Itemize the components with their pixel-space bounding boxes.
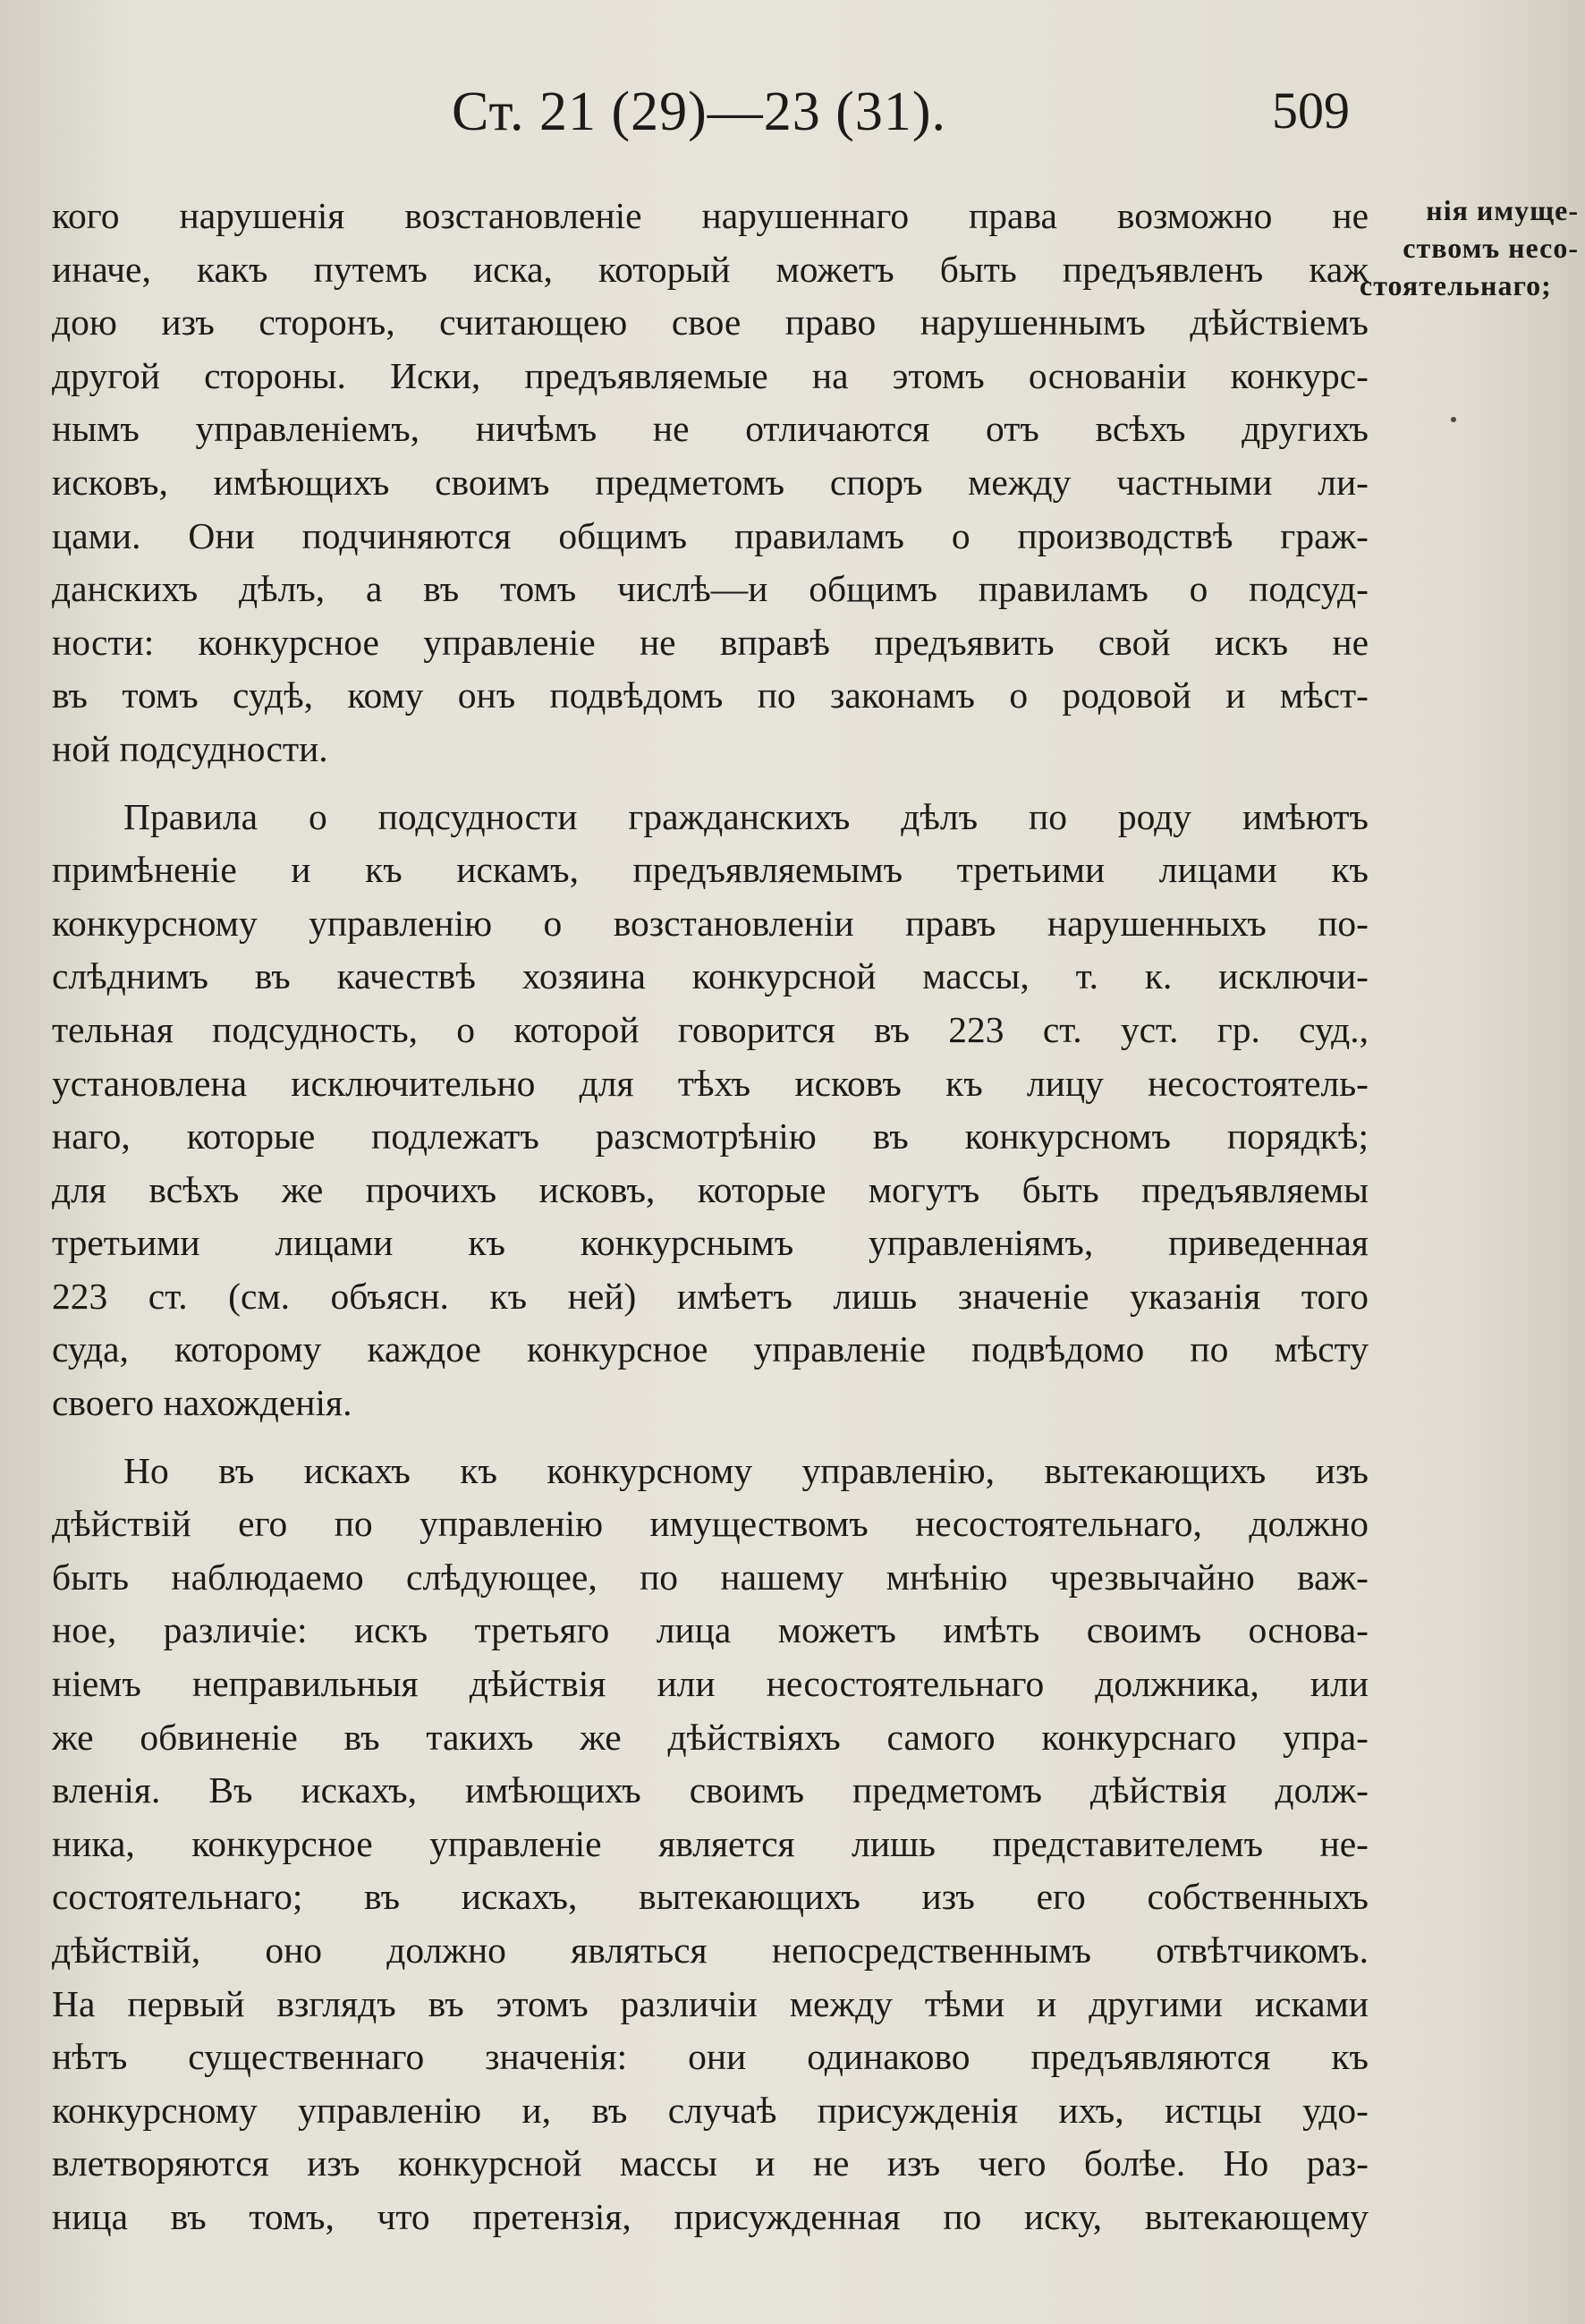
text-line: своего нахожденія. xyxy=(52,1382,352,1424)
text-line: исковъ, имѣющихъ своимъ предметомъ споръ между частными ли- xyxy=(52,461,1369,503)
text-line: нѣтъ существеннаго значенія: они одинаково предъявляются къ xyxy=(52,2036,1369,2078)
text-line: дѣйствій его по управленію имуществомъ несостоятельнаго, должно xyxy=(52,1503,1369,1545)
text-line: нымъ управленіемъ, ничѣмъ не отличаются отъ всѣхъ другихъ xyxy=(52,408,1369,450)
text-line: состоятельнаго; въ искахъ, вытекающихъ изъ его собственныхъ xyxy=(52,1876,1369,1918)
text-line: Но въ искахъ къ конкурсному управленію, вытекающихъ изъ xyxy=(123,1449,1369,1491)
text-line: Правила о подсудности гражданскихъ дѣлъ по роду имѣютъ xyxy=(123,795,1369,837)
text-line: На первый взглядъ въ этомъ различіи между тѣми и другими исками xyxy=(52,1982,1369,2024)
text-line: иначе, какъ путемъ иска, который можетъ быть предъявленъ каж xyxy=(52,248,1369,290)
text-line: установлена исключительно для тѣхъ исковъ къ лицу несостоятель- xyxy=(52,1062,1369,1104)
margin-note-line: нія имуще- xyxy=(1426,194,1579,226)
text-line: другой стороны. Иски, предъявляемые на этомъ основаніи конкурс- xyxy=(52,354,1369,396)
body-text xyxy=(52,190,1369,2244)
paragraph xyxy=(52,190,1369,776)
margin-note xyxy=(1360,191,1579,304)
text-line: влетворяются изъ конкурсной массы и не изъ чего болѣе. Но раз- xyxy=(52,2142,1369,2184)
margin-note-line: ствомъ несо- xyxy=(1403,232,1579,264)
text-line: суда, которому каждое конкурсное управленіе подвѣдомо по мѣсту xyxy=(52,1328,1369,1370)
text-line: ности: конкурсное управленіе не вправѣ предъявить свой искъ не xyxy=(52,621,1369,663)
text-line: примѣненіе и къ искамъ, предъявляемымъ третьими лицами къ xyxy=(52,849,1369,891)
paragraph xyxy=(52,1445,1369,2244)
text-line: вленія. Въ искахъ, имѣющихъ своимъ предметомъ дѣйствія долж- xyxy=(52,1769,1369,1811)
text-line: ное, различіе: искъ третьяго лица можетъ имѣть своимъ основа- xyxy=(52,1609,1369,1651)
text-line: конкурсному управленію о возстановленіи правъ нарушенныхъ по- xyxy=(52,902,1369,944)
text-line: тельная подсудность, о которой говорится въ 223 ст. уст. гр. суд., xyxy=(52,1008,1369,1050)
text-line: дою изъ сторонъ, считающею свое право нарушеннымъ дѣйствіемъ xyxy=(52,301,1369,344)
page-number: 509 xyxy=(1272,81,1350,140)
text-line: дѣйствій, оно должно являться непосредственнымъ отвѣтчикомъ. xyxy=(52,1930,1369,1971)
text-line: ной подсудности. xyxy=(52,727,328,769)
text-line: цами. Они подчиняются общимъ правиламъ о производствѣ граж- xyxy=(52,514,1369,556)
text-line: ніемъ неправильныя дѣйствія или несостоятельнаго должника, или xyxy=(52,1663,1369,1705)
text-line: третьими лицами къ конкурснымъ управленіямъ, приведенная xyxy=(52,1222,1369,1264)
stray-mark xyxy=(1451,417,1456,422)
text-line: кого нарушенія возстановленіе нарушеннаго права возможно не xyxy=(52,195,1369,236)
text-line: данскихъ дѣлъ, а въ томъ числѣ—и общимъ правиламъ о подсуд- xyxy=(52,568,1369,610)
paragraph-gap xyxy=(52,1430,1369,1445)
text-line: наго, которые подлежатъ разсмотрѣнію въ конкурсномъ порядкѣ; xyxy=(52,1115,1369,1158)
margin-note-line: стоятельнаго; xyxy=(1360,269,1552,301)
paragraph xyxy=(52,791,1369,1430)
running-title: Ст. 21 (29)—23 (31). xyxy=(452,81,947,142)
text-line: ница въ томъ, что претензія, присужденная по иску, вытекающему xyxy=(52,2195,1369,2237)
text-line: быть наблюдаемо слѣдующее, по нашему мнѣнію чрезвычайно важ- xyxy=(52,1556,1369,1598)
page-header xyxy=(0,81,1585,152)
text-line: въ томъ судѣ, кому онъ подвѣдомъ по законамъ о родовой и мѣст- xyxy=(52,674,1369,717)
text-line: 223 ст. (см. объясн. къ ней) имѣетъ лишь значеніе указанія того xyxy=(52,1275,1369,1317)
paragraph-gap xyxy=(52,776,1369,791)
text-line: же обвиненіе въ такихъ же дѣйствіяхъ самого конкурснаго упра- xyxy=(52,1716,1369,1758)
text-line: слѣднимъ въ качествѣ хозяина конкурсной массы, т. к. исключи- xyxy=(52,955,1369,997)
text-line: для всѣхъ же прочихъ исковъ, которые могутъ быть предъявляемы xyxy=(52,1168,1369,1210)
text-line: ника, конкурсное управленіе является лишь представителемъ не- xyxy=(52,1822,1369,1864)
text-line: конкурсному управленію и, въ случаѣ присужденія ихъ, истцы удо- xyxy=(52,2089,1369,2131)
